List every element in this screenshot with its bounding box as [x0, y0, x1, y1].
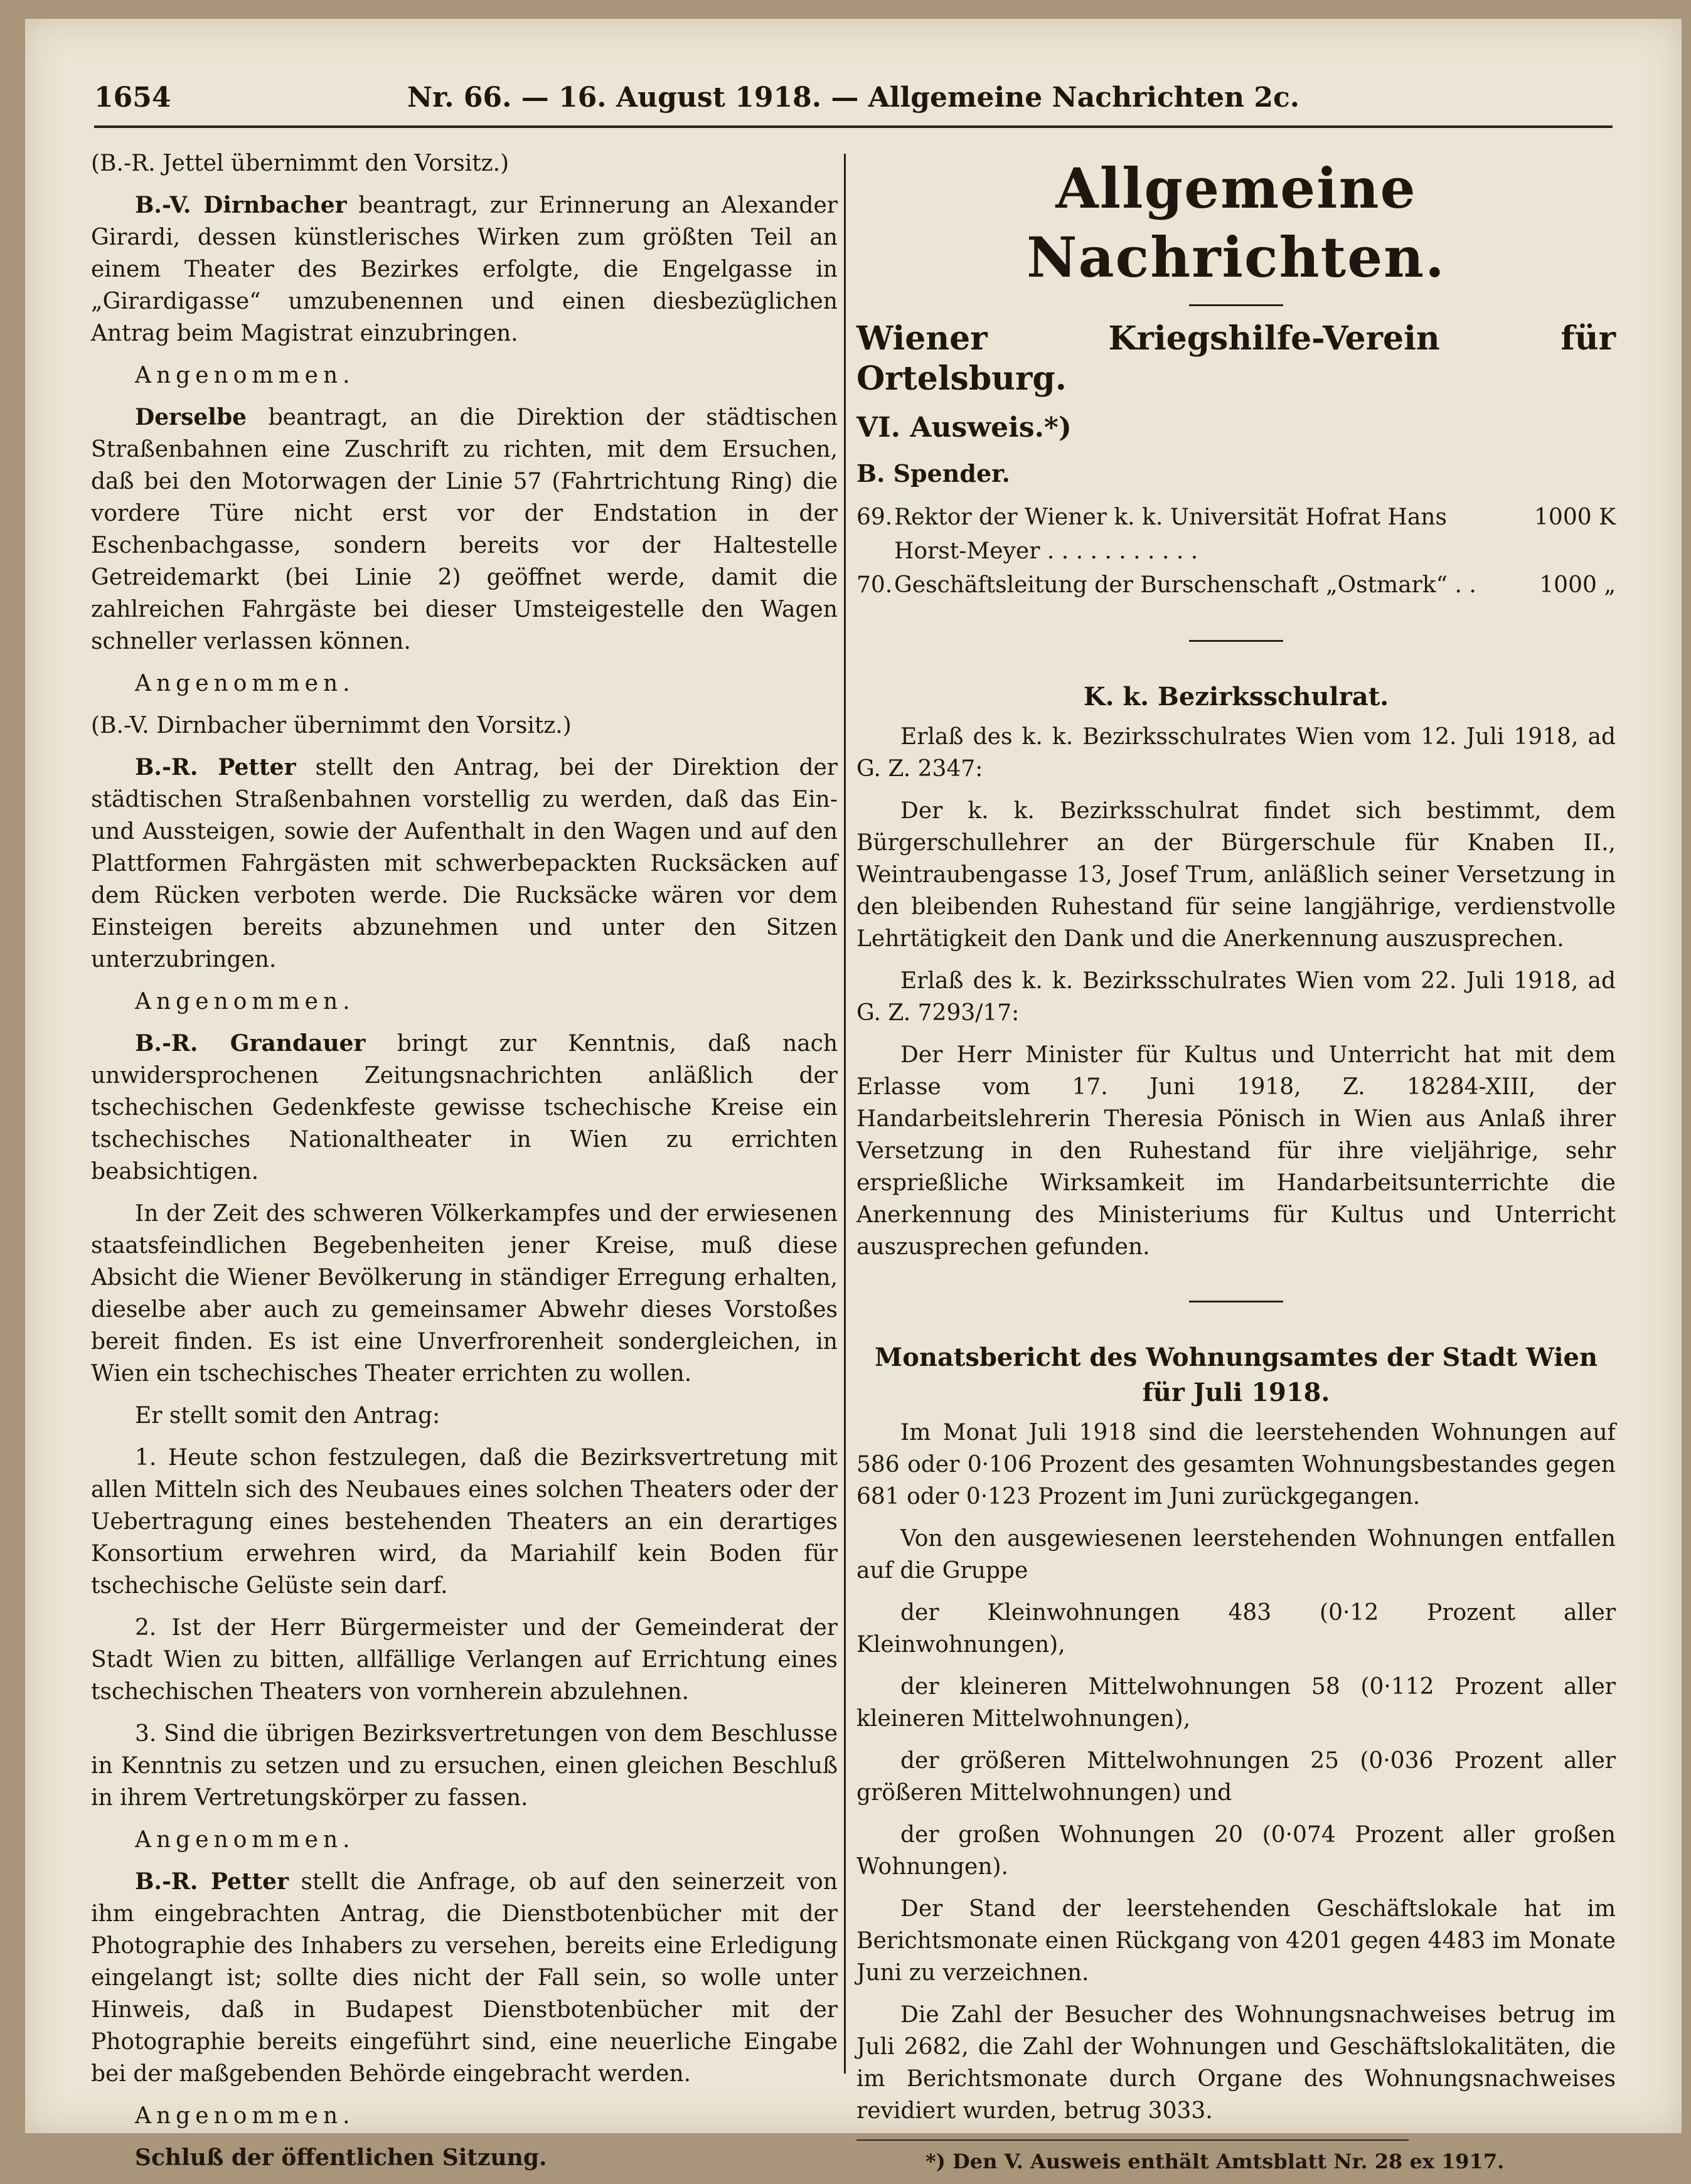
section-masthead: Allgemeine Nachrichten. — [1027, 156, 1446, 290]
body-paragraph: Von den ausgewiesenen leerstehenden Wohnungen entfallen auf die Gruppe — [856, 1526, 1616, 1584]
body-paragraph: Erlaß des k. k. Bezirksschulrates Wien vom 22. Juli 1918, ad G. Z. 7293/17: — [856, 968, 1616, 1026]
speaker-name: B.-R. Petter — [135, 1868, 289, 1895]
speaker-name: B.-R. Grandauer — [135, 1030, 366, 1057]
numbered-item: 1. Heute schon festzulegen, daß die Bezirksvertretung mit allen Mitteln sich des Neubaues eines solchen Theaters oder der Uebertragung eines bestehenden Theaters an ein derartiges Konsortium erwehren wird, da Mariahilf kein Boden für tschechische Gelüste sein darf. — [91, 1445, 838, 1599]
speaker-name: B.-R. Petter — [135, 754, 296, 780]
list-item: der größeren Mittelwohnungen 25 (0·036 Prozent aller größeren Mittelwohnungen) und — [856, 1748, 1616, 1806]
donor-name: Rektor der Wiener k. k. Universität Hofrat Hans Horst-Meyer . . . . . . . . . . . — [894, 504, 1447, 564]
body-paragraph: Der Herr Minister für Kultus und Unterricht hat mit dem Erlasse vom 17. Juni 1918, Z. 18284-XIII, der Handarbeitslehrerin Theresia Pönisch in Wien aus Anlaß ihrer Versetzung in den Ruhestand für ihre vieljährige, sehr ersprießliche Wirksamkeit im Handarbeitsunterrichte die Anerkennung des Ministeriums für Kultus und Unterricht auszusprechen gefunden. — [856, 1042, 1616, 1260]
accepted-note: Angenommen. — [135, 989, 355, 1015]
accepted-note: Angenommen. — [135, 1827, 355, 1853]
list-item: der Kleinwohnungen 483 (0·12 Prozent aller Kleinwohnungen), — [856, 1600, 1616, 1658]
column-rule — [844, 154, 846, 2074]
speaker-name: B.-V. Dirnbacher — [135, 192, 347, 218]
section-subtitle: B. Spender. — [856, 459, 1010, 487]
divider — [1189, 1301, 1283, 1302]
motion-text: stellt die Anfrage, ob auf den seinerzeit von ihm eingebrachten Antrag, die Dienstbotenbücher mit der Photographie des Inhabers zu versehen, bereits eine Erledigung eingelangt ist; sollte dies nicht der Fall sein, so wolle unter Hinweis, daß in Budapest Dienstbotenbücher mit der Photographie bereits eingeführt sind, eine neuerliche Eingabe bei der maßgebenden Behörde eingebracht werden. — [91, 1869, 838, 2087]
left-column — [91, 147, 838, 2184]
page-header — [94, 82, 1613, 128]
list-item: der kleineren Mittelwohnungen 58 (0·112 Prozent aller kleineren Mittelwohnungen), — [856, 1674, 1616, 1732]
section-subtitle: VI. Ausweis.*) — [856, 412, 1072, 444]
section-title: K. k. Bezirksschulrat. — [1083, 682, 1389, 711]
donor-number: 69. — [856, 504, 893, 530]
accepted-note: Angenommen. — [135, 363, 355, 388]
chair-note: (B.-V. Dirnbacher übernimmt den Vorsitz.) — [91, 713, 572, 738]
right-column — [856, 147, 1616, 2176]
donor-row — [856, 501, 1616, 568]
list-item: der großen Wohnungen 20 (0·074 Prozent aller großen Wohnungen). — [856, 1822, 1616, 1880]
chair-note: (B.-R. Jettel übernimmt den Vorsitz.) — [91, 151, 509, 176]
numbered-item: 2. Ist der Herr Bürgermeister und der Gemeinderat der Stadt Wien zu bitten, allfällige Verlangen auf Errichtung eines tschechischen Theaters von vornherein abzulehnen. — [91, 1615, 838, 1705]
running-head: Nr. 66. — 16. August 1918. — Allgemeine Nachrichten 2c. — [407, 82, 1300, 114]
section-title: Wiener Kriegshilfe-Verein für Ortelsburg. — [856, 319, 1616, 398]
donor-name: Geschäftsleitung der Burschenschaft „Ostmark“ . . — [894, 572, 1476, 598]
numbered-item: 3. Sind die übrigen Bezirksvertretungen von dem Beschlusse in Kenntnis zu setzen und zu ersuchen, einen gleichen Beschluß in ihrem Vertretungskörper zu fassen. — [91, 1721, 838, 1811]
donor-row — [856, 568, 1616, 602]
body-paragraph: In der Zeit des schweren Völkerkampfes und der erwiesenen staatsfeindlichen Begebenheiten jener Kreise, muß diese Absicht die Wiener Bevölkerung in ständiger Erregung erhalten, dieselbe aber auch zu gemeinsamer Abwehr dieses Vorstoßes bereit finden. Es ist eine Unverfrorenheit sondergleichen, in Wien ein tschechisches Theater errichten zu wollen. — [91, 1201, 838, 1387]
body-paragraph: Er stellt somit den Antrag: — [135, 1403, 440, 1429]
body-paragraph: Der Stand der leerstehenden Geschäftslokale hat im Berichtsmonate einen Rückgang von 4201 gegen 4483 im Monate Juni zu verzeichnen. — [856, 1896, 1616, 1986]
footnote-rule — [856, 2139, 1409, 2141]
motion-text: beantragt, zur Erinnerung an Alexander Girardi, dessen künstlerisches Wirken zum größten Teil an einem Theater des Bezirkes erfolgte, die Engelgasse in „Girardigasse“ umzubenennen und einen diesbezüglichen Antrag beim Magistrat einzubringen. — [91, 193, 838, 346]
closing-line: Schluß der öffentlichen Sitzung. — [135, 2144, 547, 2171]
footnote: *) Den V. Ausweis enthält Amtsblatt Nr. 28 ex 1917. — [926, 2149, 1505, 2173]
body-paragraph: Die Zahl der Besucher des Wohnungsnachweises betrug im Juli 2682, die Zahl der Wohnungen und Geschäftslokalitäten, die im Berichtsmonate durch Organe des Wohnungsnachweises revidiert wurden, betrug 3033. — [856, 2002, 1616, 2124]
divider — [1189, 640, 1283, 642]
body-paragraph: Der k. k. Bezirksschulrat findet sich bestimmt, dem Bürgerschullehrer an der Bürgerschule für Knaben II., Weintraubengasse 13, Josef Trum, anläßlich seiner Versetzung in den bleibenden Ruhestand für seine langjährige, verdienstvolle Lehrtätigkeit den Dank und die Anerkennung auszusprechen. — [856, 798, 1616, 952]
section-title: Monatsbericht des Wohnungsamtes der Stadt Wien für Juli 1918. — [874, 1343, 1598, 1407]
speaker-name: Derselbe — [135, 404, 247, 430]
donor-amount: 1000 „ — [1539, 572, 1616, 598]
motion-text: beantragt, an die Direktion der städtischen Straßenbahnen eine Zuschrift zu richten, mit dem Ersuchen, daß bei den Motorwagen der Linie 57 (Fahrtrichtung Ring) die vordere Türe nicht erst vor der Endstation in der Eschenbachgasse, sondern bereits vor der Haltestelle Getreidemarkt (bei Linie 2) geöffnet werde, damit die zahlreichen Fahrgäste bei dieser Umsteigestelle den Wagen schneller verlassen können. — [91, 405, 838, 654]
divider — [1189, 304, 1283, 306]
donor-number: 70. — [856, 572, 893, 598]
donor-amount: 1000 K — [1534, 504, 1616, 530]
accepted-note: Angenommen. — [135, 2103, 355, 2129]
page-number: 1654 — [94, 82, 171, 114]
motion-paragraph — [91, 1028, 838, 1188]
motion-text: bringt zur Kenntnis, daß nach unwidersprochenen Zeitungsnachrichten anläßlich der tschechischen Gedenkfeste gewisse tschechische Kreise ein tschechisches Nationaltheater in Wien zu errichten beabsichtigen. — [91, 1031, 838, 1185]
motion-paragraph — [91, 752, 838, 976]
motion-paragraph — [91, 402, 838, 658]
body-paragraph: Im Monat Juli 1918 sind die leerstehenden Wohnungen auf 586 oder 0·106 Prozent des gesamten Wohnungsbestandes gegen 681 oder 0·123 Prozent im Juni zurückgegangen. — [856, 1420, 1616, 1510]
newspaper-page — [25, 19, 1682, 2173]
motion-paragraph — [91, 189, 838, 349]
motion-text: stellt den Antrag, bei der Direktion der städtischen Straßenbahnen vorstellig zu werden, daß das Ein- und Aussteigen, sowie der Aufenthalt in den Wagen und auf den Plattformen Fahrgästen mit schwerbepackten Rucksäcken auf dem Rücken verboten werde. Die Rucksäcke wären vor dem Einsteigen bereits abzunehmen und unter den Sitzen unterzubringen. — [91, 755, 838, 972]
body-paragraph: Erlaß des k. k. Bezirksschulrates Wien vom 12. Juli 1918, ad G. Z. 2347: — [856, 724, 1616, 782]
accepted-note: Angenommen. — [135, 671, 355, 696]
motion-paragraph — [91, 1866, 838, 2090]
